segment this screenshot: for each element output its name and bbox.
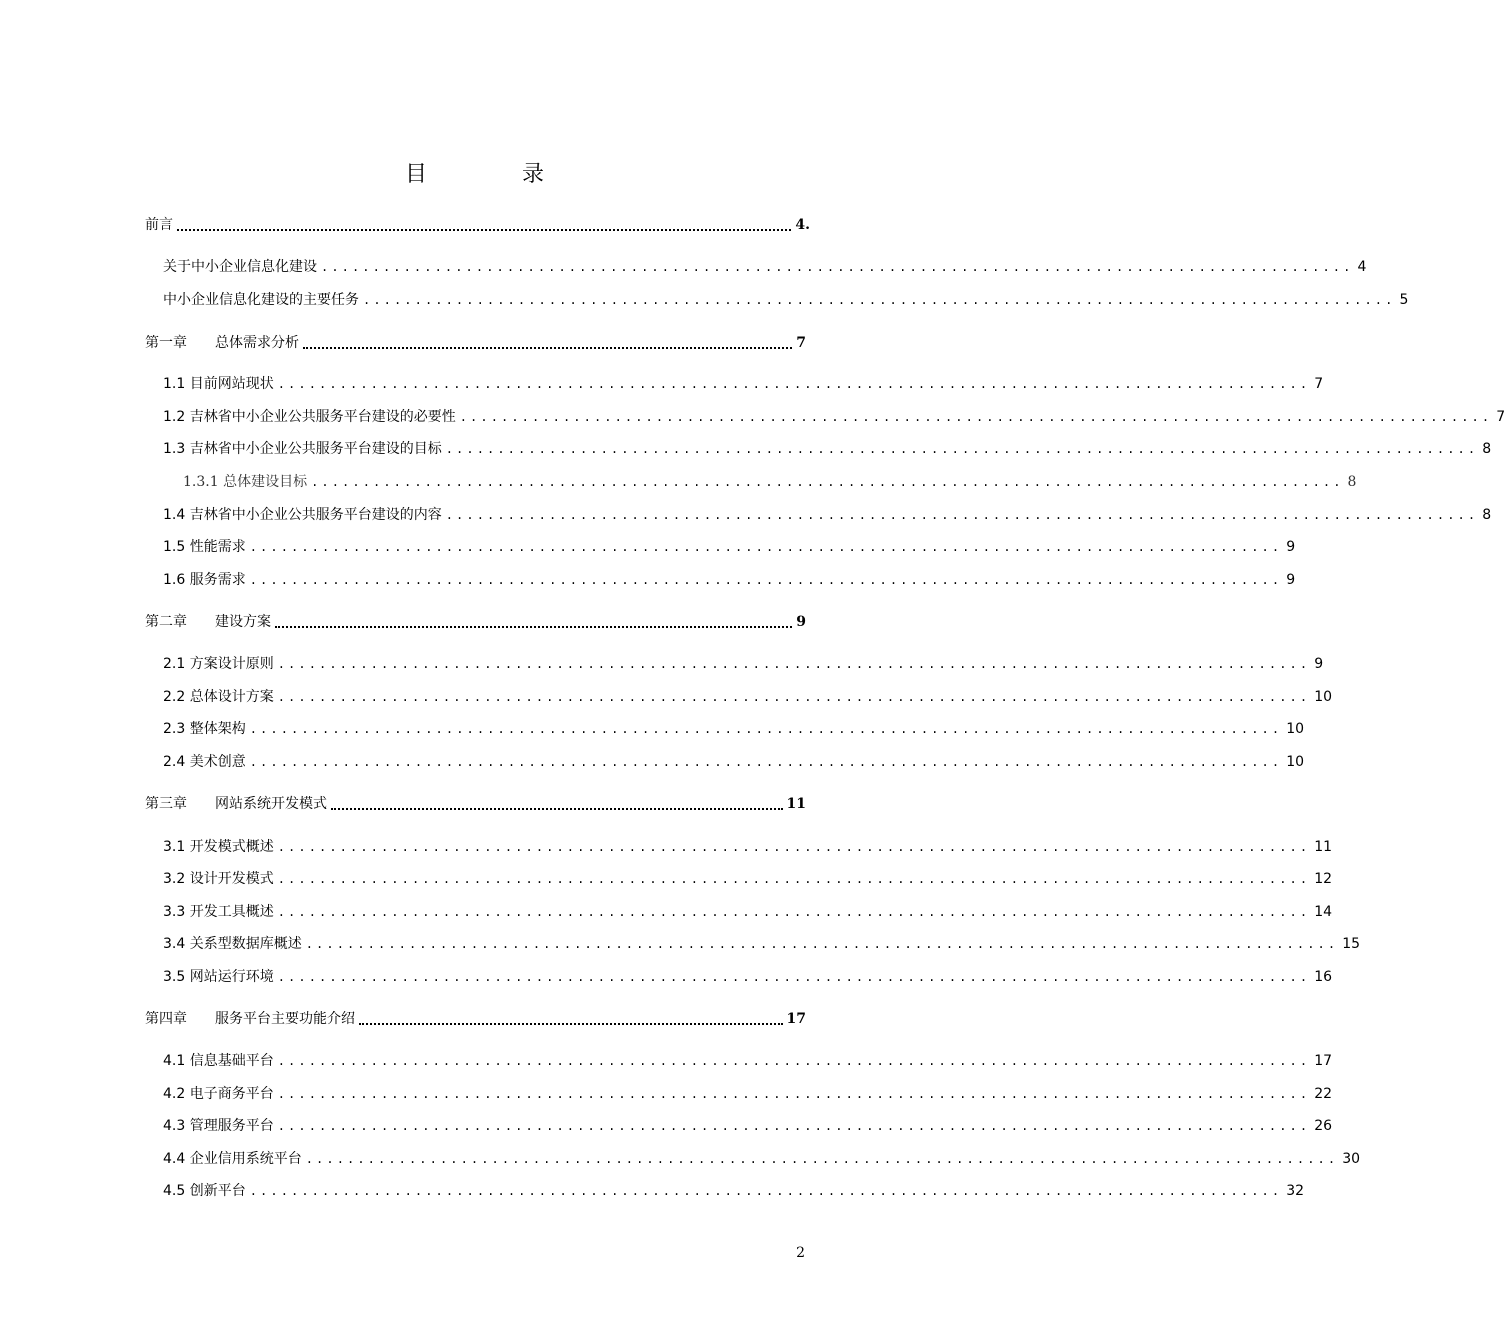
dot-leader: .................................................................................................... [277, 377, 1311, 391]
toc-entry[interactable] [0, 1178, 1305, 1200]
toc-entry-label: 1.3.1 总体建设目标 [183, 474, 308, 490]
toc-entry-label: 中小企业信息化建设的主要任务 [163, 292, 359, 308]
toc-entry-label: 4.5 创新平台 [163, 1183, 246, 1199]
toc-entry[interactable] [0, 1048, 1333, 1070]
toc-entry[interactable] [0, 651, 1324, 673]
toc-chapter-1[interactable] [0, 330, 950, 352]
chapter-number: 第四章 [145, 1011, 187, 1027]
chapter-number: 第一章 [145, 335, 187, 351]
toc-title-char-1: 目 [405, 162, 428, 187]
toc-entry-page: 5 [1399, 292, 1409, 308]
chapter-number: 第三章 [145, 796, 187, 812]
toc-entry-label: 关于中小企业信息化建设 [163, 259, 317, 275]
dot-leader: .................................................................................................... [249, 755, 1283, 769]
toc-entry-label: 1.6 服务需求 [163, 572, 246, 588]
toc-entry-label: 1.3 吉林省中小企业公共服务平台建设的目标 [163, 441, 442, 457]
dot-leader [177, 229, 791, 231]
toc-entry-label: 2.4 美术创意 [163, 754, 246, 770]
toc-entry-page: 4 [1357, 259, 1367, 275]
dot-leader: .................................................................................................... [277, 690, 1311, 704]
toc-entry[interactable] [0, 567, 1296, 589]
toc-entry[interactable] [0, 404, 1505, 426]
toc-entry-label: 1.1 目前网站现状 [163, 376, 274, 392]
toc-entry-label: 4.3 管理服务平台 [163, 1118, 274, 1134]
chapter-number: 第二章 [145, 614, 187, 630]
dot-leader: .................................................................................................... [249, 540, 1283, 554]
toc-entry-label: 3.4 关系型数据库概述 [163, 936, 302, 952]
toc-entry-label: 2.1 方案设计原则 [163, 656, 274, 672]
toc-entry[interactable] [0, 1113, 1333, 1135]
toc-entry[interactable] [0, 436, 1492, 458]
toc-entry[interactable] [0, 254, 1367, 276]
toc-entry-preface[interactable] [0, 212, 950, 234]
toc-entry-page: 9 [1314, 656, 1324, 672]
toc-entry-page: 8 [1347, 474, 1357, 490]
toc-entry-page: 8 [1482, 507, 1492, 523]
chapter-title: 服务平台主要功能介绍 [215, 1011, 355, 1027]
chapter-title: 网站系统开发模式 [215, 796, 327, 812]
dot-leader: .................................................................................................... [321, 260, 1354, 274]
toc-entry-label: 1.4 吉林省中小企业公共服务平台建设的内容 [163, 507, 442, 523]
toc-chapter-3[interactable] [0, 791, 950, 813]
toc-entry[interactable] [0, 534, 1296, 556]
toc-entry[interactable] [0, 371, 1324, 393]
toc-entry-label: 1.2 吉林省中小企业公共服务平台建设的必要性 [163, 409, 456, 425]
toc-entry[interactable] [0, 1081, 1333, 1103]
page-number: 2 [796, 1245, 805, 1261]
toc-entry[interactable] [0, 502, 1492, 524]
dot-leader: .................................................................................................... [311, 475, 1344, 489]
toc-title [0, 157, 950, 187]
toc-entry-label: 4.4 企业信用系统平台 [163, 1151, 302, 1167]
toc-entry-page: 10 [1286, 721, 1305, 737]
toc-entry[interactable] [0, 469, 1357, 491]
toc-entry-page: 7 [796, 335, 806, 351]
dot-leader: .................................................................................................... [277, 872, 1311, 886]
dot-leader [303, 347, 792, 349]
toc-entry-page: 22 [1314, 1086, 1333, 1102]
toc-entry-page: 9 [796, 614, 806, 630]
toc-entry-label: 2.3 整体架构 [163, 721, 246, 737]
toc-entry[interactable] [0, 899, 1333, 921]
toc-entry-page: 7 [1314, 376, 1324, 392]
toc-entry[interactable] [0, 287, 1409, 309]
toc-entry-label: 4.2 电子商务平台 [163, 1086, 274, 1102]
toc-entry-page: 10 [1286, 754, 1305, 770]
toc-entry-label: 3.3 开发工具概述 [163, 904, 274, 920]
toc-entry-label: 3.5 网站运行环境 [163, 969, 274, 985]
toc-title-char-2: 录 [522, 162, 545, 187]
toc-entry-page: 9 [1286, 572, 1296, 588]
dot-leader: .................................................................................................... [445, 442, 1479, 456]
toc-entry[interactable] [0, 931, 1361, 953]
chapter-title: 总体需求分析 [215, 335, 299, 351]
toc-entry[interactable] [0, 834, 1333, 856]
toc-chapter-4[interactable] [0, 1006, 950, 1028]
toc-chapter-label [145, 334, 299, 352]
toc-entry-page: 14 [1314, 904, 1333, 920]
dot-leader [331, 808, 783, 810]
dot-leader: .................................................................................................... [277, 970, 1311, 984]
dot-leader: .................................................................................................... [277, 1119, 1311, 1133]
dot-leader: .................................................................................................... [249, 722, 1283, 736]
toc-entry-label: 4.1 信息基础平台 [163, 1053, 274, 1069]
toc-entry[interactable] [0, 684, 1333, 706]
toc-entry[interactable] [0, 866, 1333, 888]
toc-entry-label: 1.5 性能需求 [163, 539, 246, 555]
dot-leader: .................................................................................................... [459, 410, 1493, 424]
toc-entry-page: 16 [1314, 969, 1333, 985]
chapter-title: 建设方案 [215, 614, 271, 630]
toc-entry-page: 30 [1342, 1151, 1361, 1167]
toc-entry-label: 2.2 总体设计方案 [163, 689, 274, 705]
dot-leader [275, 626, 792, 628]
dot-leader: .................................................................................................... [305, 1152, 1339, 1166]
toc-entry[interactable] [0, 1146, 1361, 1168]
dot-leader [359, 1023, 783, 1025]
toc-entry-label: 前言 [145, 217, 173, 233]
toc-entry-label: 3.2 设计开发模式 [163, 871, 274, 887]
toc-entry-page: 11 [1314, 839, 1333, 855]
toc-entry-page: 15 [1342, 936, 1361, 952]
dot-leader: .................................................................................................... [249, 1184, 1283, 1198]
toc-entry-page: 7 [1496, 409, 1505, 425]
dot-leader: .................................................................................................... [277, 1054, 1311, 1068]
toc-entry-page: 26 [1314, 1118, 1333, 1134]
toc-entry-page: 32 [1286, 1183, 1305, 1199]
toc-entry[interactable] [0, 964, 1333, 986]
toc-chapter-label [145, 795, 327, 813]
toc-entry-page: 17 [786, 1011, 806, 1027]
toc-entry[interactable] [0, 749, 1305, 771]
dot-leader: .................................................................................................... [277, 657, 1311, 671]
toc-entry[interactable] [0, 716, 1305, 738]
toc-entry-page: 10 [1314, 689, 1333, 705]
dot-leader: .................................................................................................... [277, 1087, 1311, 1101]
dot-leader: .................................................................................................... [305, 937, 1339, 951]
toc-chapter-label [145, 613, 271, 631]
toc-entry-page: 11 [786, 796, 806, 812]
dot-leader: .................................................................................................... [363, 293, 1396, 307]
toc-chapter-label [145, 1010, 355, 1028]
toc-entry-page: 4. [795, 217, 810, 233]
toc-entry-page: 12 [1314, 871, 1333, 887]
toc-entry-page: 17 [1314, 1053, 1333, 1069]
toc-chapter-2[interactable] [0, 609, 950, 631]
dot-leader: .................................................................................................... [277, 840, 1311, 854]
dot-leader: .................................................................................................... [277, 905, 1311, 919]
toc-entry-page: 8 [1482, 441, 1492, 457]
dot-leader: .................................................................................................... [249, 573, 1283, 587]
dot-leader: .................................................................................................... [445, 508, 1479, 522]
toc-entry-page: 9 [1286, 539, 1296, 555]
toc-entry-label: 3.1 开发模式概述 [163, 839, 274, 855]
